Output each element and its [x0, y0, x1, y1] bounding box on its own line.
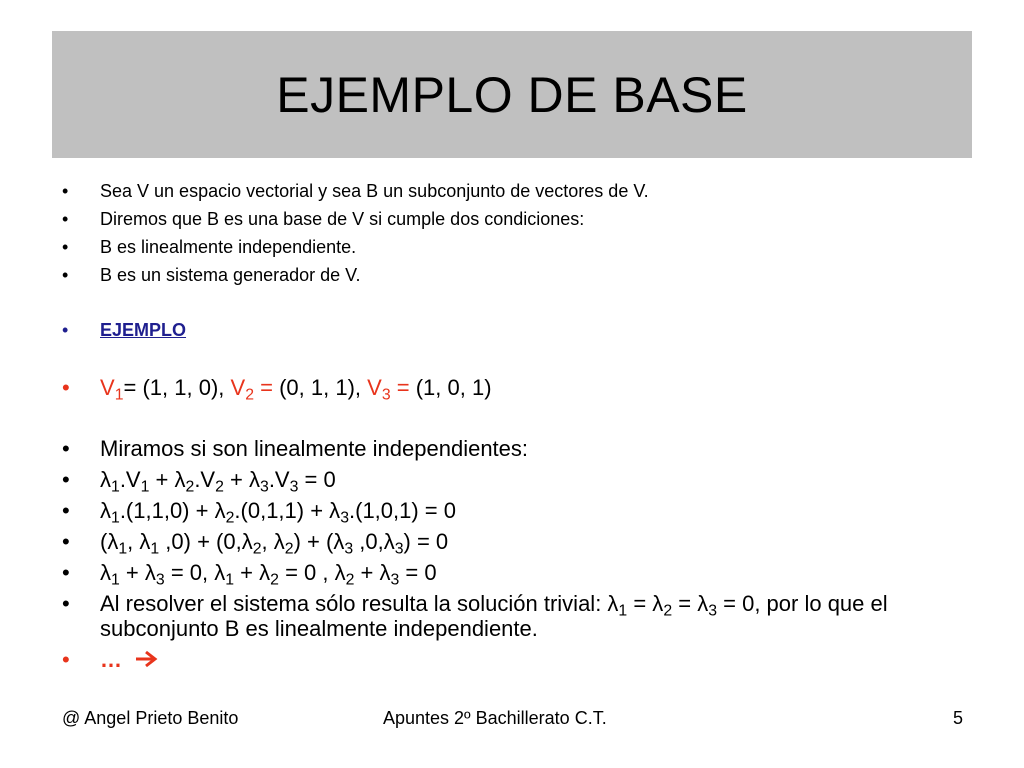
bullet-icon: • [62, 467, 70, 492]
equation-1: $\lambda_1.V_1 + \lambda_2.V_2 + \lambda_3.V_3 = 0$ [100, 467, 336, 496]
bullet-icon: • [62, 237, 69, 257]
continuation [100, 647, 158, 673]
bullet-icon: • [62, 529, 70, 554]
bullet-icon: • [62, 265, 69, 285]
bullet-icon: • [62, 498, 70, 523]
v3-subscript: 3 [381, 386, 391, 404]
bullet-icon: • [62, 436, 70, 461]
ejemplo-heading: EJEMPLO [100, 320, 187, 340]
footer-author: @ Angel Prieto Benito [62, 708, 239, 728]
right-arrow-icon [134, 650, 158, 668]
v1-label: V [100, 375, 115, 400]
intro-line-2: Diremos que B es una base de V si cumple dos condiciones: [100, 209, 585, 229]
v3-value: (1, 0, 1) [415, 375, 492, 400]
conclusion-text: Al resolver el sistema sólo resulta la solución trivial: $\lambda_1 = \lambda_2 = \lambda_3 = 0$, por lo que el subconjunto B es linealmente independiente. [100, 591, 888, 641]
v2-value: (0, 1, 1), [279, 375, 362, 400]
bullet-icon: • [62, 591, 70, 616]
bullet-icon: • [62, 181, 69, 201]
vectors-line [100, 375, 492, 404]
equation-4: $\lambda_1 + \lambda_3 = 0$, $\lambda_1 + \lambda_2 = 0$ , $\lambda_2 + \lambda_3 = 0$ [100, 560, 437, 589]
bullet-icon: • [62, 647, 70, 672]
v1-value: = (1, 1, 0), [123, 375, 225, 400]
equation-3: ($\lambda_1$, $\lambda_1$ $,0) + (0,\lambda_2$, $\lambda_2) + (\lambda_3$ $,0,\lambda_3) = 0$ [100, 529, 449, 558]
v3-equals: = [390, 375, 416, 400]
page-number: 5 [953, 708, 964, 728]
v2-subscript: 2 [245, 386, 255, 404]
miramos-line: Miramos si son linealmente independientes: [100, 436, 529, 461]
footer-course: Apuntes 2º Bachillerato C.T. [383, 708, 607, 728]
bullet-icon: • [62, 209, 69, 229]
v1-subscript: 1 [114, 386, 124, 404]
equation-2: $\lambda_1.(1,1,0) + \lambda_2.(0,1,1) + \lambda_3.(1,0,1) = 0$ [100, 498, 457, 527]
slide-title: EJEMPLO DE BASE [276, 66, 748, 123]
v2-equals: = [254, 375, 280, 400]
intro-line-3: B es linealmente independiente. [100, 237, 357, 257]
ellipsis-text: … [100, 647, 122, 672]
v2-label: V [230, 375, 246, 400]
intro-line-4: B es un sistema generador de V. [100, 265, 361, 285]
bullet-icon: • [62, 320, 69, 340]
intro-line-1: Sea V un espacio vectorial y sea B un subconjunto de vectores de V. [100, 181, 649, 201]
v3-label: V [367, 375, 382, 400]
bullet-icon: • [62, 560, 70, 585]
bullet-icon: • [62, 375, 70, 400]
